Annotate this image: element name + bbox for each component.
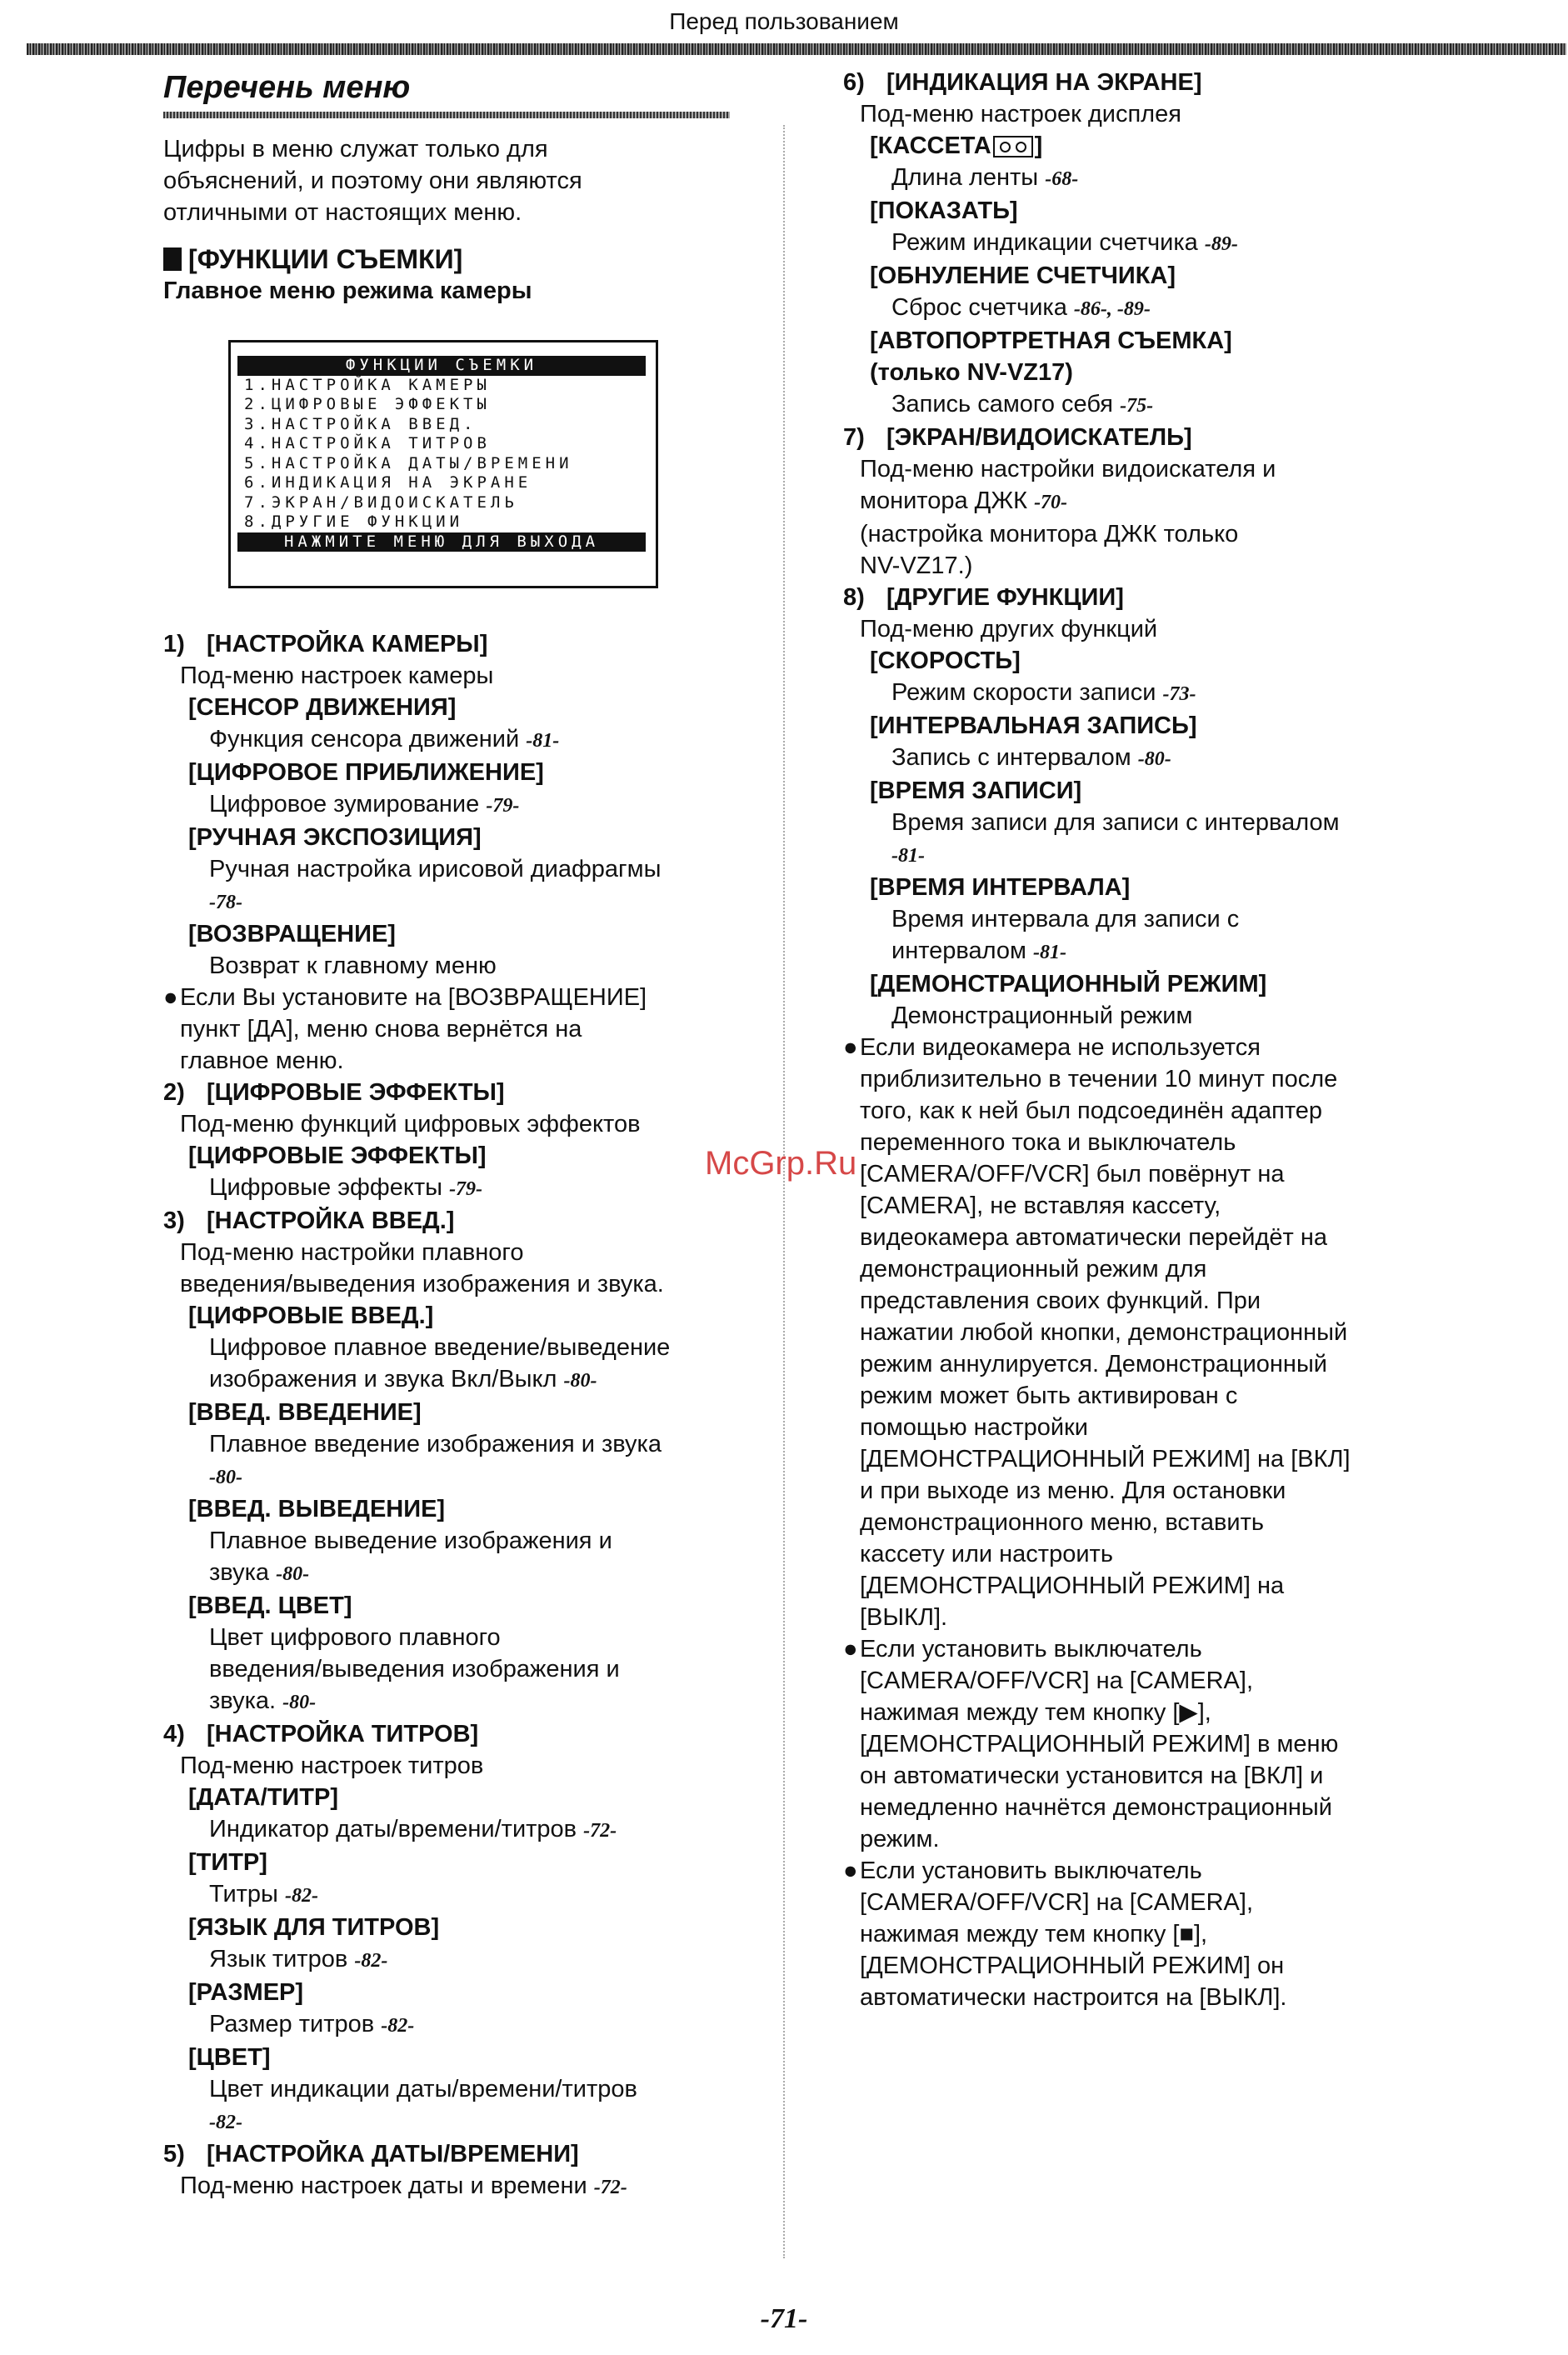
note-line: пункт [ДА], меню снова вернётся на	[180, 1016, 582, 1042]
subitem-desc: Плавное введение изображения и звука	[209, 1431, 662, 1458]
subitem-desc	[163, 1685, 763, 1718]
subitem-title: [ЯЗЫК ДЛЯ ТИТРОВ]	[188, 1914, 440, 1941]
item-number: 2)	[163, 1079, 185, 1106]
note-line: [ДЕМОНСТРАЦИОННЫЙ РЕЖИМ] он	[860, 1952, 1285, 1979]
subitem-title: [РАЗМЕР]	[188, 1979, 304, 2006]
note-bullet	[843, 1032, 1551, 1633]
subitem-text: Длина ленты	[891, 164, 1039, 191]
note-line: демонстрационный режим для	[860, 1256, 1207, 1282]
item-desc: Под-меню настроек камеры	[180, 662, 494, 689]
page-ref: -80-	[276, 1563, 310, 1585]
subitem-text: Индикатор даты/времени/титров	[209, 1816, 577, 1842]
bullet-dot-icon: ●	[843, 1858, 858, 1884]
page-number: -71-	[760, 2303, 808, 2334]
subitem-desc	[163, 1813, 763, 1847]
menu-screen-item: 4.НАСТРОЙКА ТИТРОВ	[244, 434, 491, 452]
item-title-settings	[163, 1718, 763, 1750]
note-line: [CAMERA/OFF/VCR] на [CAMERA],	[860, 1889, 1254, 1916]
menu-screen-item: 8.ДРУГИЕ ФУНКЦИИ	[244, 512, 464, 531]
subitem-title: [ВОЗВРАЩЕНИЕ]	[188, 921, 396, 948]
item-desc: Под-меню настроек титров	[180, 1752, 484, 1779]
page-ref: -81-	[526, 730, 560, 752]
note-bullet	[163, 982, 763, 1077]
note-line: переменного тока и выключатель	[860, 1129, 1236, 1156]
page-ref: -75-	[1120, 395, 1154, 417]
note-line: Если установить выключатель	[860, 1858, 1202, 1884]
column-divider	[783, 125, 785, 2258]
subitem-ref-line	[843, 838, 1551, 872]
item-title: [ИНДИКАЦИЯ НА ЭКРАНЕ]	[886, 69, 1202, 96]
menu-screen-item: 2.ЦИФРОВЫЕ ЭФФЕКТЫ	[244, 395, 491, 413]
subitem-title: [ИНТЕРВАЛЬНАЯ ЗАПИСЬ]	[870, 712, 1197, 739]
subitem-desc	[163, 1557, 763, 1590]
item-title: [ЦИФРОВЫЕ ЭФФЕКТЫ]	[207, 1079, 505, 1106]
subitem-title: [РУЧНАЯ ЭКСПОЗИЦИЯ]	[188, 824, 482, 851]
subitem-text: интервалом	[891, 938, 1026, 964]
subitem-text: Режим скорости записи	[891, 679, 1156, 706]
note-line: [ДЕМОНСТРАЦИОННЫЙ РЕЖИМ] на	[860, 1572, 1285, 1599]
subitem-desc	[163, 1363, 763, 1397]
note-line: видеокамера автоматически перейдёт на	[860, 1224, 1328, 1251]
subitem-desc	[843, 935, 1551, 968]
subitem-ref-line	[163, 1460, 763, 1493]
subitem-text: Под-меню настроек даты и времени	[180, 2172, 587, 2199]
subitem-text: Язык титров	[209, 1946, 348, 1972]
item-digital-effects	[163, 1077, 763, 1108]
page-ref: -82-	[354, 1950, 388, 1972]
page-ref: -81-	[1033, 942, 1066, 963]
subitem-title: [ПОКАЗАТЬ]	[870, 198, 1018, 224]
item-desc: (настройка монитора ДЖК только	[860, 521, 1239, 548]
subitem-title: [ЦИФРОВЫЕ ВВЕД.]	[188, 1302, 434, 1329]
item-desc	[163, 2170, 763, 2203]
bullet-dot-icon: ●	[843, 1034, 858, 1061]
item-title: [НАСТРОЙКА КАМЕРЫ]	[207, 631, 488, 658]
subitem-title: [ТИТР]	[188, 1849, 267, 1876]
note-line: и при выходе из меню. Для остановки	[860, 1478, 1286, 1504]
note-line: кассету или настроить	[860, 1541, 1113, 1568]
item-title: [НАСТРОЙКА ДАТЫ/ВРЕМЕНИ]	[207, 2141, 579, 2168]
subitem-desc	[163, 1943, 763, 1977]
item-desc	[843, 485, 1551, 518]
item-number: 3)	[163, 1208, 185, 1234]
subitem-text: Сброс счетчика	[891, 294, 1067, 321]
note-line: [ДЕМОНСТРАЦИОННЫЙ РЕЖИМ] на [ВКЛ]	[860, 1446, 1351, 1472]
subitem-desc: Время записи для записи с интервалом	[891, 809, 1340, 836]
subitem-desc	[163, 2008, 763, 2042]
item-number: 1)	[163, 631, 185, 658]
note-line: немедленно начнётся демонстрационный	[860, 1794, 1332, 1821]
menu-screen	[228, 340, 658, 588]
item-screen-viewfinder	[843, 422, 1551, 453]
subitem-desc	[163, 1878, 763, 1912]
subitem-desc: Возврат к главному меню	[209, 952, 497, 979]
item-camera-settings	[163, 628, 763, 660]
note-line: режим может быть активирован с	[860, 1382, 1238, 1409]
page-ref: -82-	[284, 1885, 318, 1907]
subitem-title: [СЕНСОР ДВИЖЕНИЯ]	[188, 694, 457, 721]
note-line: автоматически настроится на [ВЫКЛ].	[860, 1984, 1287, 2011]
item-other-functions	[843, 582, 1551, 613]
note-line: он автоматически установится на [ВКЛ] и	[860, 1762, 1324, 1789]
item-number: 8)	[843, 584, 865, 611]
page-ref: -79-	[486, 795, 520, 817]
page-ref: -80-	[563, 1370, 597, 1392]
page-ref: -80-	[209, 1467, 242, 1488]
item-screen-display	[843, 67, 1551, 98]
note-line: [ДЕМОНСТРАЦИОННЫЙ РЕЖИМ] в меню	[860, 1731, 1339, 1758]
page-ref: -80-	[1137, 748, 1171, 770]
subitem-text: монитора ДЖК	[860, 488, 1027, 514]
subitem-title: [АВТОПОРТРЕТНАЯ СЪЕМКА]	[870, 328, 1232, 354]
subitem-text: звука.	[209, 1688, 277, 1714]
subitem-title: (только NV-VZ17)	[870, 359, 1073, 386]
note-line: нажимая между тем кнопку [▶],	[860, 1699, 1211, 1726]
functions-heading-text: [ФУНКЦИИ СЪЕМКИ]	[188, 244, 463, 274]
note-line: нажатии любой кнопки, демонстрационный	[860, 1319, 1348, 1346]
bullet-dot-icon: ●	[843, 1636, 858, 1662]
subitem-desc: Цвет цифрового плавного	[209, 1624, 501, 1651]
subitem-title: [ЦВЕТ]	[188, 2044, 271, 2071]
subitem-desc: Плавное выведение изображения и	[209, 1528, 612, 1554]
cassette-icon	[993, 136, 1033, 158]
menu-screen-item: 7.ЭКРАН/ВИДОИСКАТЕЛЬ	[244, 492, 518, 512]
item-number: 6)	[843, 69, 865, 96]
subitem-title	[843, 130, 1551, 162]
page-ref: -68-	[1045, 168, 1079, 190]
item-fade-settings	[163, 1205, 763, 1237]
subitem-text: Режим индикации счетчика	[891, 229, 1198, 256]
subitem-title: [ОБНУЛЕНИЕ СЧЕТЧИКА]	[870, 262, 1176, 289]
subitem-title: [ВВЕД. ЦВЕТ]	[188, 1592, 352, 1619]
subitem-text: Запись самого себя	[891, 391, 1114, 418]
page-ref: -82-	[381, 2015, 415, 2037]
section-title: Перечень меню	[163, 70, 411, 105]
subitem-desc	[163, 788, 763, 822]
subitem-ref-line	[163, 885, 763, 918]
note-line: нажимая между тем кнопку [■],	[860, 1921, 1208, 1948]
page-ref: -81-	[891, 845, 925, 867]
page-ref: -80-	[282, 1692, 317, 1713]
menu-screen-item: 5.НАСТРОЙКА ДАТЫ/ВРЕМЕНИ	[244, 453, 573, 472]
subitem-text: ]	[1034, 132, 1043, 159]
item-title: [НАСТРОЙКА ВВЕД.]	[207, 1208, 455, 1234]
page-header-title: Перед пользованием	[669, 8, 899, 34]
main-menu-title: Главное меню режима камеры	[163, 278, 532, 304]
note-line: [ВЫКЛ].	[860, 1604, 948, 1631]
note-line: [CAMERA/OFF/VCR] на [CAMERA],	[860, 1668, 1254, 1694]
subitem-desc: введения/выведения изображения и	[209, 1656, 620, 1682]
subitem-desc	[843, 742, 1551, 775]
page-ref: -72-	[583, 1820, 617, 1842]
note-line: помощью настройки	[860, 1414, 1088, 1441]
note-line: представления своих функций. При	[860, 1288, 1261, 1314]
camera-mode-icon	[163, 248, 182, 271]
menu-screen-item: 6.ИНДИКАЦИЯ НА ЭКРАНЕ	[244, 473, 532, 492]
item-date-time-settings	[163, 2138, 763, 2170]
left-column	[163, 67, 763, 2203]
subitem-text: [КАССЕТА	[870, 132, 991, 159]
subitem-desc	[163, 723, 763, 757]
item-desc: Под-меню настройки видоискателя и	[860, 456, 1276, 482]
note-line: [CAMERA], не вставляя кассету,	[860, 1192, 1221, 1219]
note-line: Если установить выключатель	[860, 1636, 1202, 1662]
subitem-title: [ДЕМОНСТРАЦИОННЫЙ РЕЖИМ]	[870, 971, 1267, 998]
menu-screen-title: ФУНКЦИИ СЪЕМКИ	[237, 356, 646, 376]
note-line: режим аннулируется. Демонстрационный	[860, 1351, 1327, 1378]
item-number: 5)	[163, 2141, 185, 2168]
subitem-title: [ДАТА/ТИТР]	[188, 1784, 338, 1811]
item-desc: введения/выведения изображения и звука.	[180, 1271, 664, 1298]
subitem-text: Цифровые эффекты	[209, 1174, 442, 1201]
item-desc: Под-меню настройки плавного	[180, 1239, 524, 1266]
functions-heading	[163, 243, 763, 275]
item-desc: Под-меню функций цифровых эффектов	[180, 1111, 641, 1138]
item-desc: NV-VZ17.)	[860, 552, 973, 579]
intro-text: Цифры в меню служат только для объяснений, и поэтому они являются отличными от настоящих меню.	[163, 136, 582, 226]
subitem-text: Цифровое зумирование	[209, 791, 480, 818]
subitem-text: звука	[209, 1559, 270, 1586]
subitem-desc	[843, 292, 1551, 325]
subitem-desc: Цвет индикации даты/времени/титров	[209, 2076, 637, 2102]
item-title: [ЭКРАН/ВИДОИСКАТЕЛЬ]	[886, 424, 1192, 451]
subitem-desc	[843, 677, 1551, 710]
subitem-title: [ЦИФРОВЫЕ ЭФФЕКТЫ]	[188, 1142, 487, 1169]
note-line: Если видеокамера не используется	[860, 1034, 1261, 1061]
header-rule	[27, 43, 1566, 55]
subitem-title: [ЦИФРОВОЕ ПРИБЛИЖЕНИЕ]	[188, 759, 544, 786]
watermark: McGrp.Ru	[705, 1145, 857, 1182]
page-ref: -82-	[209, 2112, 242, 2133]
page-ref: -72-	[593, 2177, 627, 2198]
menu-screen-footer: НАЖМИТЕ МЕНЮ ДЛЯ ВЫХОДА	[237, 532, 646, 552]
subitem-text: Титры	[209, 1881, 278, 1908]
subitem-desc	[163, 1172, 763, 1205]
subitem-desc	[843, 162, 1551, 195]
subitem-title: [ВВЕД. ВЫВЕДЕНИЕ]	[188, 1496, 446, 1522]
note-line: приблизительно в течении 10 минут после	[860, 1066, 1338, 1092]
item-desc: Под-меню настроек дисплея	[860, 101, 1181, 128]
page-ref: -79-	[449, 1178, 483, 1200]
subitem-desc: Время интервала для записи с	[891, 906, 1240, 932]
subitem-desc	[843, 388, 1551, 422]
subitem-title: [СКОРОСТЬ]	[870, 648, 1021, 674]
page-ref: -78-	[209, 892, 242, 913]
note-line: демонстрационного меню, вставить	[860, 1509, 1264, 1536]
title-rule	[163, 112, 730, 118]
note-bullet	[843, 1633, 1551, 1855]
subitem-title: [ВРЕМЯ ИНТЕРВАЛА]	[870, 874, 1131, 901]
subitem-text: Запись с интервалом	[891, 744, 1131, 771]
item-number: 7)	[843, 424, 865, 451]
page-ref: -73-	[1162, 683, 1196, 705]
item-title: [НАСТРОЙКА ТИТРОВ]	[207, 1721, 479, 1748]
note-line: того, как к ней был подсоединён адаптер	[860, 1098, 1323, 1124]
subitem-ref-line	[163, 2105, 763, 2138]
note-line: Если Вы установите на [ВОЗВРАЩЕНИЕ]	[180, 984, 647, 1011]
subitem-desc: Цифровое плавное введение/выведение	[209, 1334, 671, 1361]
item-desc: Под-меню других функций	[860, 616, 1158, 642]
item-title: [ДРУГИЕ ФУНКЦИИ]	[886, 584, 1124, 611]
subitem-text: Размер титров	[209, 2011, 375, 2038]
subitem-desc: Демонстрационный режим	[891, 1002, 1193, 1029]
subitem-text: Функция сенсора движений	[209, 726, 520, 752]
page-ref: -70-	[1034, 492, 1068, 513]
page-ref: -86-, -89-	[1073, 298, 1151, 320]
page-ref: -89-	[1204, 233, 1238, 255]
bullet-dot-icon: ●	[163, 984, 178, 1011]
menu-screen-item: 3.НАСТРОЙКА ВВЕД.	[244, 414, 477, 433]
subitem-desc: Ручная настройка ирисовой диафрагмы	[209, 856, 662, 882]
note-line: [CAMERA/OFF/VCR] был повёрнут на	[860, 1161, 1285, 1188]
subitem-title: [ВРЕМЯ ЗАПИСИ]	[870, 778, 1082, 804]
menu-screen-item: 1.НАСТРОЙКА КАМЕРЫ	[244, 375, 491, 394]
subitem-desc	[843, 227, 1551, 260]
note-bullet	[843, 1855, 1551, 2013]
right-column	[843, 67, 1551, 2013]
item-number: 4)	[163, 1721, 185, 1748]
subitem-title: [ВВЕД. ВВЕДЕНИЕ]	[188, 1399, 422, 1426]
note-line: главное меню.	[180, 1048, 344, 1074]
subitem-text: изображения и звука Вкл/Выкл	[209, 1366, 557, 1392]
note-line: режим.	[860, 1826, 940, 1852]
